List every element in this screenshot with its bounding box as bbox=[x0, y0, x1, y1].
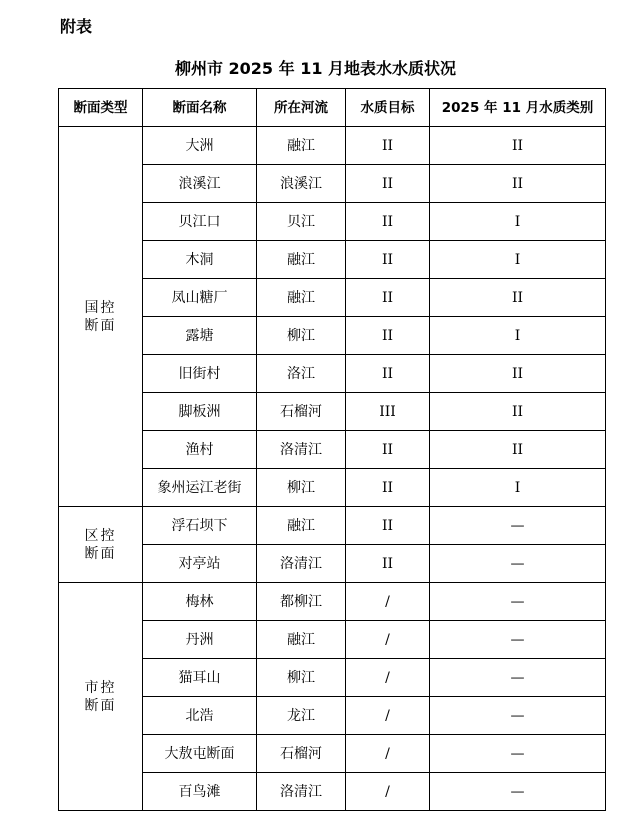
river-name: 融江 bbox=[257, 127, 346, 165]
quality-category: — bbox=[430, 659, 606, 697]
quality-target: / bbox=[346, 697, 430, 735]
quality-category: — bbox=[430, 507, 606, 545]
quality-category: — bbox=[430, 545, 606, 583]
section-name: 大敖屯断面 bbox=[143, 735, 257, 773]
river-name: 洛清江 bbox=[257, 431, 346, 469]
quality-category: I bbox=[430, 317, 606, 355]
section-name: 大洲 bbox=[143, 127, 257, 165]
river-name: 洛清江 bbox=[257, 773, 346, 811]
river-name: 石榴河 bbox=[257, 735, 346, 773]
section-type-label: 国控 bbox=[84, 299, 117, 316]
quality-target: II bbox=[346, 203, 430, 241]
section-name: 梅林 bbox=[143, 583, 257, 621]
appendix-label: 附表 bbox=[60, 17, 93, 36]
quality-target: II bbox=[346, 241, 430, 279]
table-row bbox=[59, 583, 606, 621]
header-row bbox=[59, 89, 606, 127]
quality-category: — bbox=[430, 621, 606, 659]
quality-category: I bbox=[430, 203, 606, 241]
quality-category: II bbox=[430, 279, 606, 317]
quality-target: II bbox=[346, 355, 430, 393]
quality-target: II bbox=[346, 507, 430, 545]
quality-target: / bbox=[346, 583, 430, 621]
section-type-cell bbox=[59, 507, 143, 583]
quality-category: II bbox=[430, 127, 606, 165]
quality-target: II bbox=[346, 469, 430, 507]
quality-category: — bbox=[430, 735, 606, 773]
quality-target: II bbox=[346, 317, 430, 355]
header-quality-target: 水质目标 bbox=[346, 89, 430, 127]
quality-category: II bbox=[430, 165, 606, 203]
river-name: 龙江 bbox=[257, 697, 346, 735]
quality-target: II bbox=[346, 279, 430, 317]
river-name: 洛江 bbox=[257, 355, 346, 393]
section-type-label: 区控 bbox=[84, 527, 117, 544]
section-type-label: 市控 bbox=[84, 679, 117, 696]
quality-target: II bbox=[346, 545, 430, 583]
section-type-cell bbox=[59, 583, 143, 811]
quality-category: II bbox=[430, 393, 606, 431]
header-river: 所在河流 bbox=[257, 89, 346, 127]
river-name: 洛清江 bbox=[257, 545, 346, 583]
quality-target: III bbox=[346, 393, 430, 431]
section-name: 贝江口 bbox=[143, 203, 257, 241]
section-type-label: 断面 bbox=[84, 545, 117, 562]
section-name: 露塘 bbox=[143, 317, 257, 355]
river-name: 融江 bbox=[257, 279, 346, 317]
quality-target: / bbox=[346, 773, 430, 811]
section-type-cell bbox=[59, 127, 143, 507]
section-name: 北浩 bbox=[143, 697, 257, 735]
river-name: 柳江 bbox=[257, 659, 346, 697]
section-type-label: 断面 bbox=[84, 697, 117, 714]
quality-target: / bbox=[346, 659, 430, 697]
river-name: 贝江 bbox=[257, 203, 346, 241]
table-row bbox=[59, 507, 606, 545]
table-row bbox=[59, 127, 606, 165]
river-name: 融江 bbox=[257, 507, 346, 545]
section-name: 象州运江老街 bbox=[143, 469, 257, 507]
section-name: 脚板洲 bbox=[143, 393, 257, 431]
river-name: 石榴河 bbox=[257, 393, 346, 431]
section-name: 旧街村 bbox=[143, 355, 257, 393]
table-body bbox=[59, 127, 606, 811]
header-quality-category: 2025 年 11 月水质类别 bbox=[430, 89, 606, 127]
quality-category: II bbox=[430, 355, 606, 393]
quality-category: — bbox=[430, 773, 606, 811]
quality-category: II bbox=[430, 431, 606, 469]
section-type-label: 断面 bbox=[84, 317, 117, 334]
section-name: 丹洲 bbox=[143, 621, 257, 659]
section-name: 猫耳山 bbox=[143, 659, 257, 697]
table-title: 柳州市 2025 年 11 月地表水水质状况 bbox=[174, 59, 457, 78]
river-name: 柳江 bbox=[257, 317, 346, 355]
water-quality-table bbox=[58, 88, 606, 811]
quality-category: I bbox=[430, 469, 606, 507]
river-name: 浪溪江 bbox=[257, 165, 346, 203]
quality-category: — bbox=[430, 697, 606, 735]
quality-target: II bbox=[346, 165, 430, 203]
quality-target: II bbox=[346, 127, 430, 165]
river-name: 都柳江 bbox=[257, 583, 346, 621]
quality-target: II bbox=[346, 431, 430, 469]
quality-target: / bbox=[346, 621, 430, 659]
river-name: 融江 bbox=[257, 621, 346, 659]
section-name: 百鸟滩 bbox=[143, 773, 257, 811]
header-section-name: 断面名称 bbox=[143, 89, 257, 127]
section-name: 凤山糖厂 bbox=[143, 279, 257, 317]
section-name: 渔村 bbox=[143, 431, 257, 469]
river-name: 柳江 bbox=[257, 469, 346, 507]
quality-category: I bbox=[430, 241, 606, 279]
section-name: 浮石坝下 bbox=[143, 507, 257, 545]
header-section-type: 断面类型 bbox=[59, 89, 143, 127]
section-name: 浪溪江 bbox=[143, 165, 257, 203]
quality-target: / bbox=[346, 735, 430, 773]
section-name: 木洞 bbox=[143, 241, 257, 279]
river-name: 融江 bbox=[257, 241, 346, 279]
section-name: 对亭站 bbox=[143, 545, 257, 583]
quality-category: — bbox=[430, 583, 606, 621]
